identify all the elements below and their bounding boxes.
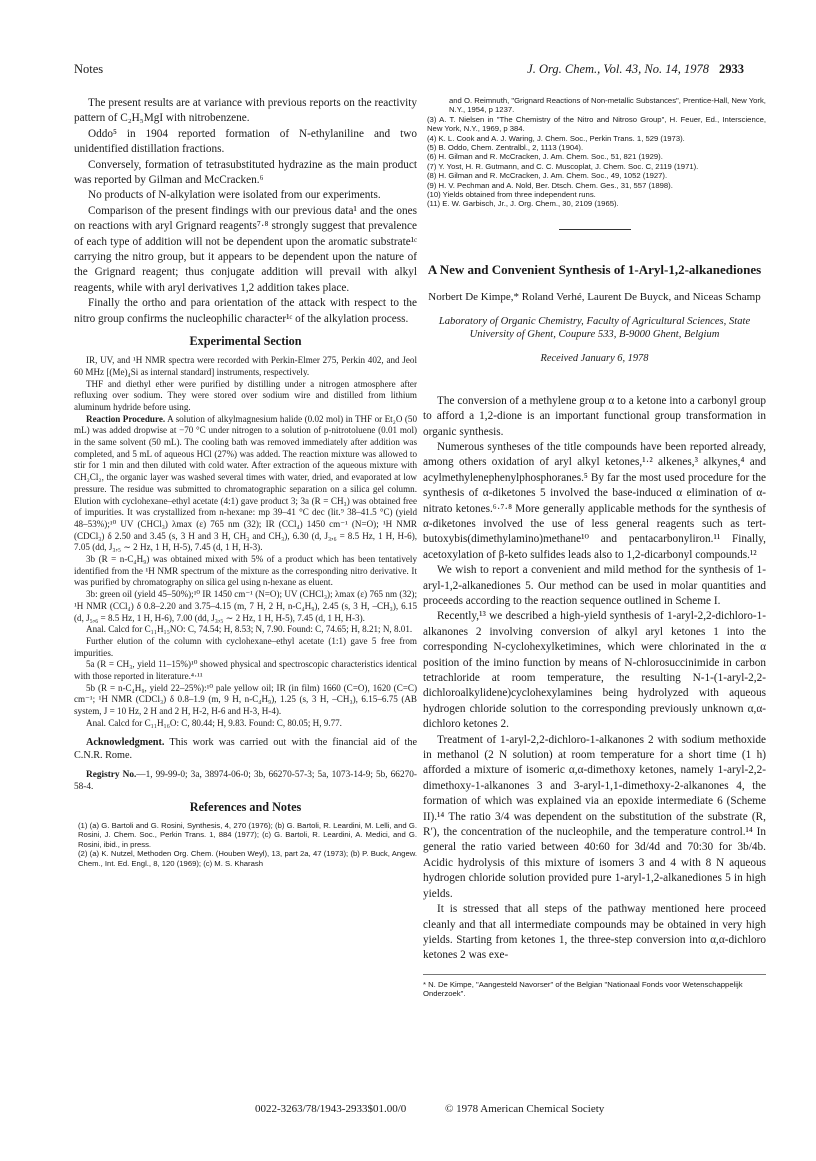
paragraph: Treatment of 1-aryl-2,2-dichloro-1-alkanones 2 with sodium methoxide in methanol (2 N solution) at room temperature for a short time (1 h) afforded a mixture of isomeric α,α-dimethoxy ketones, namely 1-aryl-2,2-dimethoxy-1-alkanones 3 and 3-aryl-1,1-dimethoxy-2-alkanones 4, the formation of which was explained via an epoxide intermediate 6 (Scheme II).¹⁴ The ratio 3/4 was dependent on the substitution of the substrate (R, R′), the concentration of the nucleophile, and the temperature control.¹⁴ In general the ratio varied between 40:60 for 3d/4d and 70:30 for 3b/4b. Acidic hydrolysis of this mixture of isomers 3 and 4 with 8 N aqueous hydrogen chloride solution provided pure 1-aryl-1,2-alkanediones 5 in high yields. [423, 733, 766, 900]
experimental-section [74, 355, 417, 730]
paragraph: THF and diethyl ether were purified by distilling under a nitrogen atmosphere after refluxing over sodium. They were stored over sodium wire and distilled from lithium aluminum hydride before using. [74, 378, 417, 412]
paragraph [74, 414, 417, 554]
received-date: Received January 6, 1978 [540, 352, 649, 364]
right-column [423, 96, 766, 999]
paragraph: 5b (R = n-C₄H₉, yield 22–25%):¹⁰ pale yellow oil; IR (in film) 1660 (C=O), 1620 (C=C) cm⁻¹; ¹H NMR (CDCl₃) δ 0.8–1.9 (m, 9 H, n-C₄H₉), 1.25 (s, 3 H, –CH₃), 6.15–6.75 (AB system, J = 10 Hz, 2 H and 2 H, H-2, H-6 and H-3, H-4). [74, 682, 417, 717]
reference-item: (9) H. V. Pechman and A. Nold, Ber. Dtsch. Chem. Ges., 31, 557 (1898). [427, 180, 673, 190]
paragraph: Comparison of the present findings with our previous data¹ and the ones on reactions with aryl Grignard reagents⁷·⁸ strongly suggest that prevalence of each type of addition will not be dependent upon the aromatic substrate¹ᶜ carrying the nitro group, but it appears to be dependent upon the nature of the Grignard reagent; thus conjugate addition will prevail with alkyl reagents, while with aryl derivatives 1,2 addition takes place. [74, 204, 417, 294]
paragraph: We wish to report a convenient and mild method for the synthesis of 1-aryl-1,2-alkanediones 5. Our method can be used in molar quantities and proceeds according to the reaction sequence outlined in Scheme I. [423, 564, 766, 607]
paragraph: Anal. Calcd for C₁₁H₁₆O: C, 80.44; H, 9.83. Found: C, 80.05; H, 9.77. [86, 717, 342, 728]
acknowledgment [74, 736, 417, 762]
reference-item: (8) H. Gilman and R. McCracken, J. Am. Chem. Soc., 49, 1052 (1927). [427, 171, 668, 181]
paragraph: 3b (R = n-C₄H₉) was obtained mixed with 5% of a product which has been tentatively identified from the ¹H NMR spectrum of the mixture as the corresponding nitro derivative. It was purified by chromatography on silica gel using n-hexane as eluent. [74, 554, 417, 588]
paragraph: Recently,¹³ we described a high-yield synthesis of 1-aryl-2,2-dichloro-1-alkanones 2 involving conversion of alkyl aryl ketones 1 into the corresponding N-cyclohexylketimines, which were chlorinated in the α position of the imino function by means of N-chlorosuccinimide in carbon tetrachloride at room temperature, the resulting N-1-(1-aryl-2,2-dichloroalkylidene)cyclohexylamines being hydrolyzed with aqueous hydrogen chloride solution to the corresponding previously unknown α,α-dichloro ketones 2. [423, 610, 766, 731]
author-list: Norbert De Kimpe,* Roland Verhé, Laurent De Buyck, and Niceas Schamp [428, 290, 761, 303]
reference-list [423, 115, 766, 209]
paragraph: 3b: green oil (yield 45–50%);¹⁰ IR 1450 cm⁻¹ (N=O); UV (CHCl₃); λmax (ε) 765 nm (32); ¹H NMR (CCl₄) δ 0.8–2.20 and 3.75–4.15 (m, 7 H, 2 H, n-C₄H₉), 2.45 (s, 3 H, –CH₃), 6.15 (d, J₅,₆ = 8.5 Hz, 1 H, H-6), 7.00 (dd, J₃,₅ ∼ 2 Hz, 1 H, H-5), 7.45 (d, 1 H, H-3). [74, 589, 417, 623]
paragraph: The conversion of a methylene group α to a ketone into a carbonyl group to afford a 1,2-dione is an important functional group transformation in organic synthesis. [423, 394, 766, 438]
article-body [423, 394, 766, 964]
page-number: 2933 [719, 62, 744, 76]
paragraph: Further elution of the column with cyclohexane–ethyl acetate (1:1) gave 5 free from impurities. [74, 635, 417, 658]
reference-item: (4) K. L. Cook and A. J. Waring, J. Chem. Soc., Perkin Trans. 1, 529 (1973). [427, 133, 685, 143]
reference-item: (11) E. W. Garbisch, Jr., J. Org. Chem., 30, 2109 (1965). [427, 199, 619, 209]
paragraph-text: This work was carried out with the financial aid of the C.N.R. Rome. [74, 736, 417, 761]
reference-continuation: and O. Reimnuth, "Grignard Reactions of Non-metallic Substances", Prentice-Hall, New York, N.Y., 1954, p 1237. [449, 96, 766, 115]
section-divider [559, 229, 631, 230]
reference-item: (6) H. Gilman and R. McCracken, J. Am. Chem. Soc., 51, 821 (1929). [427, 152, 663, 162]
paragraph: Anal. Calcd for C₁₁H₁₅NO: C, 74.54; H, 8.53; N, 7.90. Found: C, 74.65; H, 8.21; N, 8.01. [86, 624, 413, 635]
journal-citation [527, 62, 744, 77]
reference-item: (7) Y. Yost, H. R. Gutmann, and C. C. Muscoplat, J. Chem. Soc. C, 2119 (1971). [427, 161, 699, 171]
paragraph-text: —1, 99-99-0; 3a, 38974-06-0; 3b, 66270-57-3; 5a, 1073-14-9; 5b, 66270-58-4. [74, 770, 417, 792]
paragraph: Numerous syntheses of the title compounds have been reported already, among others oxidation of aryl alkyl ketones,¹·² alkenes,³ alkynes,⁴ and acylmethylenephenylphosphoranes.⁵ By far the most used procedure for the synthesis of α-diketones 5 involved the base-induced α elimination of α-nitrato ketones.⁶·⁷·⁸ More generally applicable methods for the synthesis of α-diketones involved the use of less general reagents such as tert-butoxybis(dimethylamino)methane¹⁰ and pentacarbonyliron.¹¹ Finally, acetoxylation of β-keto sulfides leads also to 1,2-dicarbonyl compounds.¹² [423, 440, 766, 561]
left-column [74, 96, 417, 868]
journal-code: 0022-3263/78/1943-2933$01.00/0 [255, 1103, 407, 1115]
affiliation: Laboratory of Organic Chemistry, Faculty of Agricultural Sciences, State University of Ghent, Coupure 533, B-9000 Ghent, Belgium [438, 315, 751, 341]
paragraph: It is stressed that all steps of the pathway mentioned here proceed cleanly and that all intermediate compounds may be obtained in very high yields. Starting from ketones 1, the three-step conversion into α,α-dichloro ketones 2 was exe- [423, 903, 766, 962]
journal-name: J. Org. Chem., Vol. 43, No. 14, 1978 [527, 62, 709, 76]
reference-item: (3) A. T. Nielsen in "The Chemistry of the Nitro and Nitroso Group", H. Feuer, Ed., Interscience, New York, N.Y., 1969, p 384. [427, 114, 766, 134]
copyright-notice: © 1978 American Chemical Society [445, 1103, 605, 1115]
run-in-heading: Reaction Procedure. [86, 413, 166, 424]
paragraph: The present results are at variance with previous reports on the reactivity pattern of C₂H₅MgI with nitrobenzene. [74, 97, 417, 125]
run-in-heading: Registry No. [86, 770, 137, 780]
paragraph: Conversely, formation of tetrasubstituted hydrazine as the main product was reported by Gilman and McCracken.⁶ [74, 158, 417, 187]
references-heading: References and Notes [189, 800, 302, 814]
running-head: Notes [74, 62, 104, 76]
paragraph: Finally the ortho and para orientation of the attack with respect to the nitro group confirms the nucleophilic character¹ᶜ of the alkylation process. [74, 297, 417, 325]
paragraph: No products of N-alkylation were isolated from our experiments. [88, 189, 381, 202]
paragraph: 5a (R = CH₃, yield 11–15%)¹⁰ showed physical and spectroscopic characteristics identical with those reported in literature.⁴·¹¹ [74, 659, 417, 682]
paragraph: Oddo⁵ in 1904 reported formation of N-ethylaniline and two unidentified distillation fractions. [74, 127, 417, 156]
section-heading: Experimental Section [189, 334, 302, 349]
reference-item: (5) B. Oddo, Chem. Zentralbl., 2, 1113 (1904). [427, 143, 584, 153]
paragraph-text: A solution of alkylmagnesium halide (0.02 mol) in THF or Et₂O (50 mL) was added dropwise at −70 °C under nitrogen to a solution of p-nitrotoluene (0.01 mol) in the same solvent (50 mL). The cooling bath was removed immediately after addition was completed, and 5 mL of aqueous HCl (27%) was added. The reaction mixture was allowed to stir for 1 min and then diluted with cold water. After extraction of the aqueous mixture with CH₂Cl₂, the organic layer was washed several times with water, dried, and evaporated at low pressure. The residue was submitted to chromatographic separation on a silica gel column. Elution with cyclohexane–ethyl acetate (4:1) gave product 3; 3a (R = CH₃) was obtained free of impurities. It was crystallized from n-hexane: mp 39–41 °C dec (lit.⁹ 38–41.5 °C) (yield 48–53%);¹⁰ UV (CHCl₃) λmax (ε) 765 nm (32); IR (CCl₄) 1450 cm⁻¹ (N=O); ¹H NMR (CDCl₃) δ 2.50 and 3.45 (s, 3 H and 3 H, CH₃ and CH₃), 6.30 (d, J₃,₆ = 8.5 Hz, 1 H, H-6), 7.05 (dd, J₃,₅ ∼ 2 Hz, 1 H, H-5), 7.45 (d, 1 H, H-3). [74, 413, 417, 553]
reference-item: (2) (a) K. Nutzel, Methoden Org. Chem. (Houben Weyl), 13, part 2a, 47 (1973); (b) P. Buck, Angew. Chem., Int. Ed. Engl., 8, 120 (1969); (c) M. S. Kharash [78, 849, 417, 868]
reference-item: (10) Yields obtained from three independent runs. [427, 190, 596, 200]
reference-item: (1) (a) G. Bartoli and G. Rosini, Synthesis, 4, 270 (1976); (b) G. Bartoli, R. Leardini, M. Lelli, and G. Rosini, J. Chem. Soc., Perkin Trans. 1, 884 (1977); (c) G. Bartoli, R. Leardini, A. Medici, and G. Rosini, ibid., in press. [78, 821, 417, 849]
intro-text [74, 96, 417, 327]
reference-list [74, 821, 417, 868]
article-title: A New and Convenient Synthesis of 1-Aryl-1,2-alkanediones [427, 261, 762, 277]
author-footnote: * N. De Kimpe, "Aangesteld Navorser" of the Belgian "Nationaal Fonds voor Wetenschappelijk Onderzoek". [423, 974, 766, 999]
registry-numbers [74, 769, 417, 793]
paragraph: IR, UV, and ¹H NMR spectra were recorded with Perkin-Elmer 275, Perkin 402, and Jeol 60 MHz [(Me)₄Si as internal standard] instruments, respectively. [74, 355, 417, 377]
run-in-heading: Acknowledgment. [86, 736, 165, 748]
